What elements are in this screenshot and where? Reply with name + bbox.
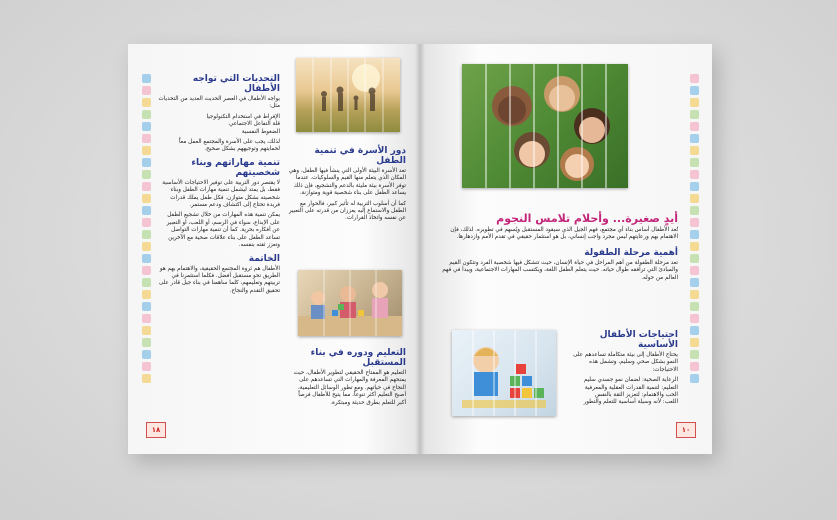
para: الضغوط النفسية xyxy=(241,128,280,135)
left-page-col-right xyxy=(158,74,280,298)
photo-kids-blocks xyxy=(298,270,402,336)
heading-conclusion: الخاتمة xyxy=(248,253,280,264)
left-page-col-left xyxy=(288,146,406,226)
right-page xyxy=(420,44,712,454)
photo-family-field xyxy=(296,58,400,132)
para: لا يقتصر دور التربية على توفير الاحتياجات الأساسية فقط، بل يمتد ليشمل تنمية مهارات الطفل وبناء شخصيته بشكل متوازن. فكل طفل يملك قدرات فريدة تحتاج إلى اكتشاف ودعم مستمر. xyxy=(162,179,280,209)
right-page-needs xyxy=(562,330,678,410)
para: الرعاية الصحية: لضمان نمو جسدي سليم xyxy=(583,377,678,384)
puzzle-border-left xyxy=(142,74,151,383)
intro-para: تُعد الأطفال أساس بناء أي مجتمع، فهم الجيل الذي سيقود المستقبل ويُسهم في تطويره. لذلك، فإن الاهتمام بهم ورعايتهم ليس مجرد واجب إنساني، بل هو استثمار حقيقي في تقدم الأمم وازدهارها. xyxy=(450,227,678,241)
para: التعليم هو المفتاح الحقيقي لتطوير الأطفال، حيث يمنحهم المعرفة والمهارات التي تساعدهم على النجاح في حياتهم. ومع تطور الوسائل التعليمية، أصبح التعليم أكثر تنوعاً، مما يتيح للأطفال فرصاً أكبر للتعلم بطرق حديثة ومبتكرة. xyxy=(293,370,406,406)
heading-challenges: التحديات التي تواجه الأطفال xyxy=(192,74,280,94)
heading-family-role: دور الأسرة في تنمية الطفل xyxy=(314,146,406,166)
photo-children-grass xyxy=(462,64,628,188)
para: يحتاج الأطفال إلى بيئة متكاملة تساعدهم على النمو بشكل صحي وسليم، وتشمل هذه الاحتياجات: xyxy=(573,352,678,373)
para: تعد مرحلة الطفولة من أهم المراحل في حياة الإنسان، حيث تتشكل فيها شخصية الفرد وتتكون القيم والمبادئ التي ترافقه طوال حياته. حيث يتعلم الطفل اللغة، ويكتسب المهارات الاجتماعية، ويبدأ في فهم العالم من حوله. xyxy=(442,259,678,281)
heading-basic-needs: احتياجات الأطفال الأساسية xyxy=(599,330,678,350)
para: يمكن تنمية هذه المهارات من خلال تشجيع الطفل على الإبداع، سواء في الرسم، أو اللعب، أو التعبير عن أفكاره بحرية. كما أن تنمية مهارات التواصل تساعد الطفل على بناء علاقات صحية مع الآخرين وتعزز ثقته بنفسه. xyxy=(166,212,280,249)
para: تعد الأسرة البيئة الأولى التي ينشأ فيها الطفل، وهي المكان الذي يتعلم منها القيم والسلوكيات. عندما توفر الأسرة بيئة مليئة بالدعم والتشجيع، فإن ذلك يساعد الطفل على بناء شخصية قوية ومتوازنة. xyxy=(288,168,406,197)
heading-skills: تنمية مهاراتهم وبناء شخصيتهم xyxy=(191,157,280,178)
left-page-col-left-bottom xyxy=(288,348,406,410)
para: قلة التفاعل الاجتماعي xyxy=(229,121,280,128)
heading-education: التعليم ودوره في بناء المستقبل xyxy=(310,348,406,368)
main-title: أيدٍ صغيرة... وأحلام تلامس النجوم xyxy=(496,212,678,225)
para: الحب والاهتمام: لتعزيز الثقة بالنفس xyxy=(594,392,678,399)
para: كما أن أسلوب التربية له تأثير كبير، فالحوار مع الطفل والاستماع إليه يعززان من قدرته على التعبير عن نفسه واتخاذ القرارات. xyxy=(288,200,406,222)
puzzle-border-right xyxy=(690,74,699,383)
page-number-right: ١٠ xyxy=(676,422,696,438)
left-page xyxy=(128,44,420,454)
para: الأطفال هم ثروة المجتمع الحقيقية، والاهتمام بهم هو الطريق نحو مستقبل أفضل. فكلما استثمرنا في تربيتهم وتعليمهم، كلما ساهمنا في بناء جيل قادر على تحقيق التقدم والنجاح. xyxy=(158,265,280,294)
heading-childhood-importance: أهمية مرحلة الطفولة xyxy=(584,247,678,258)
page-number-left: ١٨ xyxy=(146,422,166,438)
open-magazine xyxy=(128,44,712,454)
para: اللعب: لأنه وسيلة أساسية للتعلم والتطور xyxy=(583,399,678,406)
photo-toddler-blocks xyxy=(452,330,556,416)
right-page-main xyxy=(442,212,678,285)
para: لذلك، يجب على الأسرة والمجتمع العمل معاً لحمايتهم وتوجيههم بشكل صحيح. xyxy=(178,139,280,153)
para: يواجه الأطفال في العصر الحديث العديد من التحديات مثل: xyxy=(158,96,280,110)
para: الإفراط في استخدام التكنولوجيا xyxy=(206,113,280,120)
para: التعليم: لتنمية القدرات العقلية والمعرفية xyxy=(584,384,678,391)
spine-shadow xyxy=(415,44,425,454)
